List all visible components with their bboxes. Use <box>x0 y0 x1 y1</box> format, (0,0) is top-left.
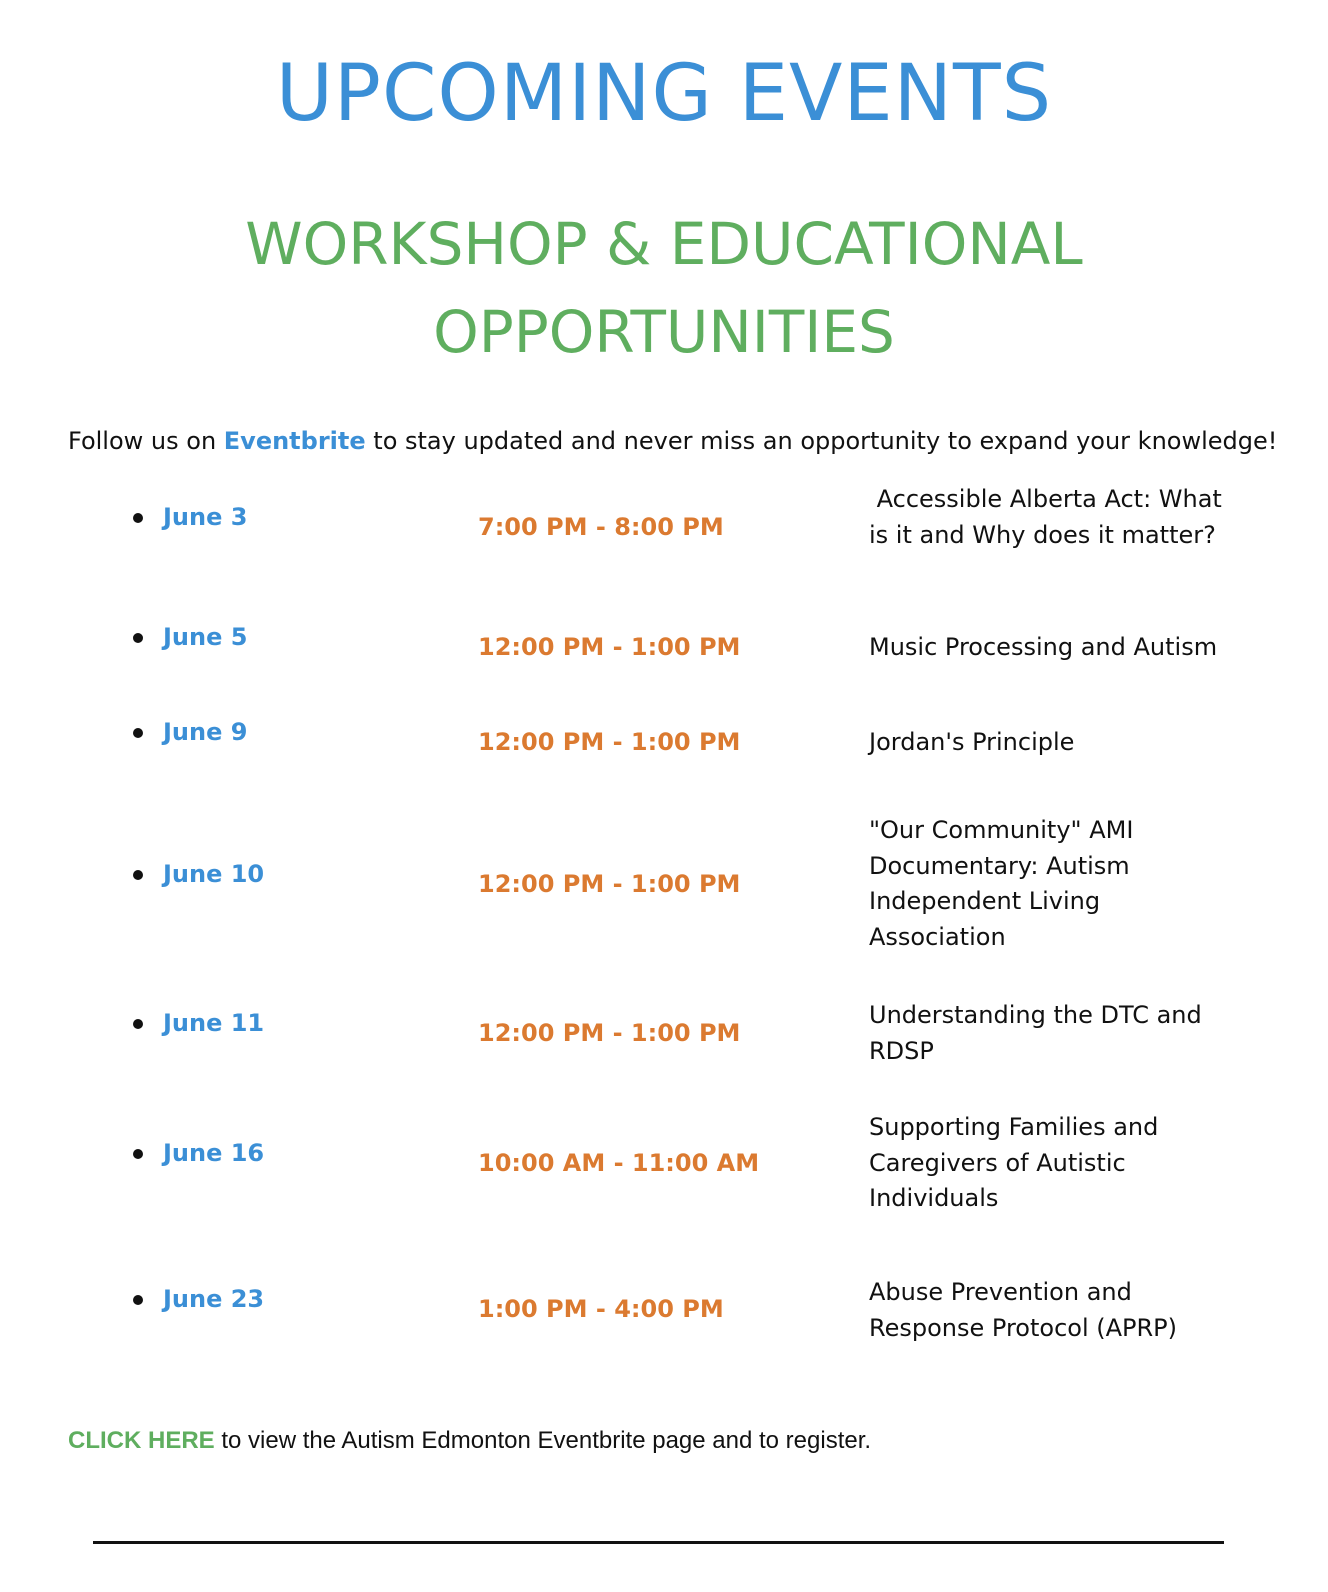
event-time: 10:00 AM - 11:00 AM <box>478 1149 760 1177</box>
footer-paragraph <box>68 1424 871 1458</box>
intro-paragraph <box>68 424 1318 458</box>
intro-text-after: to stay updated and never miss an opportunity to expand your knowledge! <box>365 427 1278 455</box>
subtitle-line-1: WORKSHOP & EDUCATIONAL <box>245 210 1083 278</box>
bullet-icon <box>133 1149 143 1159</box>
bullet-icon <box>133 513 143 523</box>
page-title: UPCOMING EVENTS <box>275 49 1053 139</box>
event-date[interactable]: June 10 <box>163 860 265 888</box>
event-title: Abuse Prevention and Response Protocol (APRP) <box>869 1278 1178 1342</box>
event-title: "Our Community" AMI Documentary: Autism Independent Living Association <box>869 816 1134 951</box>
bullet-icon <box>133 870 143 880</box>
event-date[interactable]: June 9 <box>163 718 248 746</box>
event-title: Music Processing and Autism <box>869 633 1218 661</box>
event-time: 7:00 PM - 8:00 PM <box>478 513 724 541</box>
event-time: 12:00 PM - 1:00 PM <box>478 1019 741 1047</box>
event-time: 12:00 PM - 1:00 PM <box>478 870 741 898</box>
event-date[interactable]: June 5 <box>163 623 248 651</box>
click-here-link[interactable]: CLICK HERE <box>68 1427 215 1454</box>
event-title: Jordan's Principle <box>869 728 1075 756</box>
event-date[interactable]: June 3 <box>163 503 248 531</box>
footer-text-after: to view the Autism Edmonton Eventbrite page and to register. <box>214 1427 872 1454</box>
event-date[interactable]: June 11 <box>163 1009 265 1037</box>
event-date[interactable]: June 16 <box>163 1139 265 1167</box>
event-time: 12:00 PM - 1:00 PM <box>478 633 741 661</box>
intro-text-before: Follow us on <box>68 427 224 455</box>
eventbrite-link[interactable]: Eventbrite <box>223 427 366 455</box>
event-date[interactable]: June 23 <box>163 1285 265 1313</box>
event-time: 1:00 PM - 4:00 PM <box>478 1295 724 1323</box>
bullet-icon <box>133 1295 143 1305</box>
bullet-icon <box>133 728 143 738</box>
event-title: Understanding the DTC and RDSP <box>869 1001 1202 1065</box>
event-title: Accessible Alberta Act: What is it and Why does it matter? <box>869 485 1230 549</box>
divider <box>93 1541 1224 1544</box>
section-subtitle <box>0 200 1328 376</box>
bullet-icon <box>133 633 143 643</box>
event-title: Supporting Families and Caregivers of Autistic Individuals <box>869 1113 1159 1212</box>
event-time: 12:00 PM - 1:00 PM <box>478 728 741 756</box>
subtitle-line-2: OPPORTUNITIES <box>433 298 895 366</box>
bullet-icon <box>133 1019 143 1029</box>
